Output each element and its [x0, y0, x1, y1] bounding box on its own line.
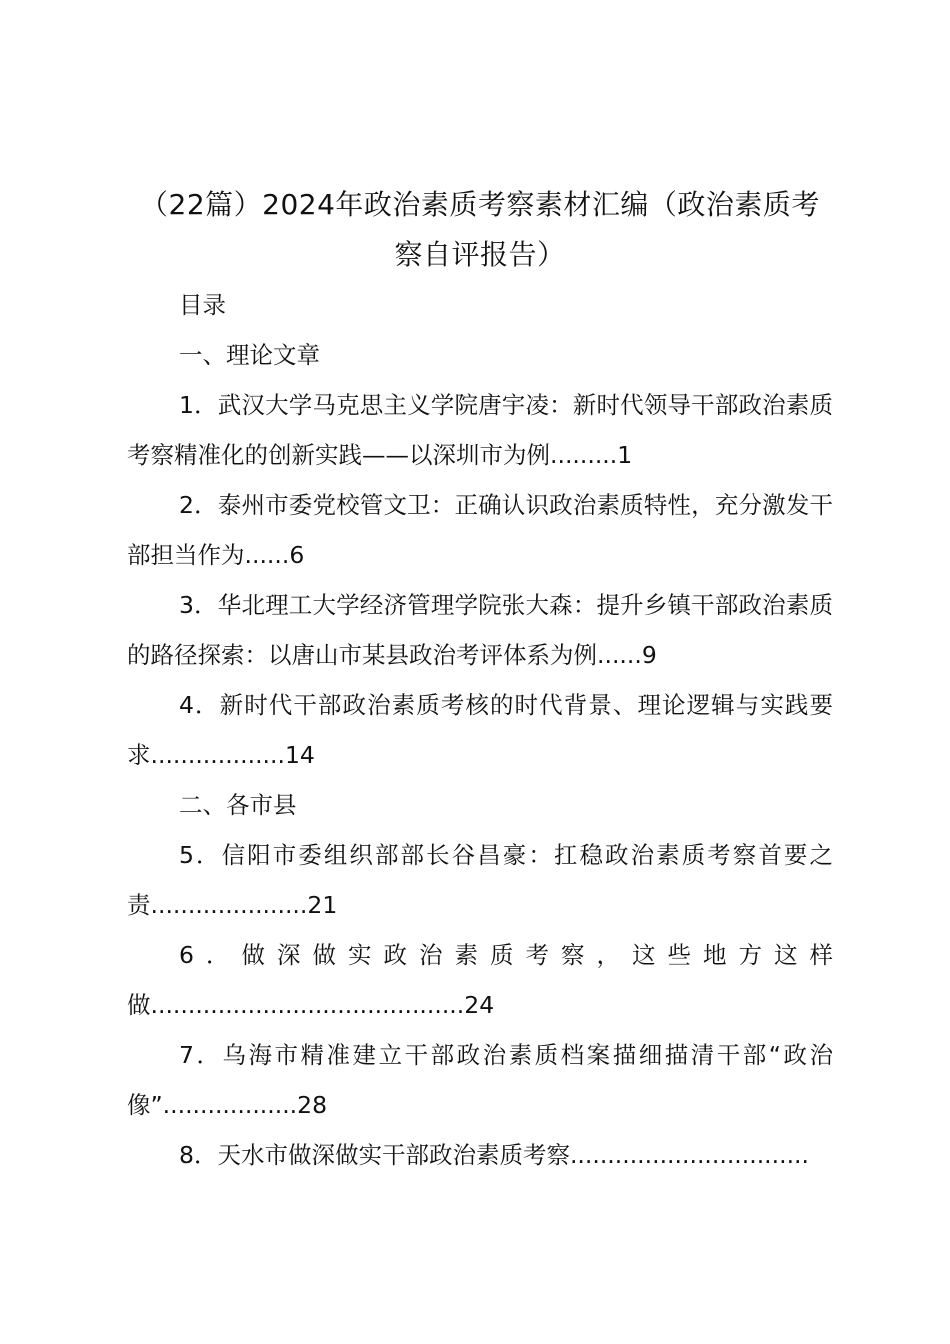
toc-item-5[interactable]: 5．信阳市委组织部部长谷昌豪：扛稳政治素质考察首要之责.....................21	[127, 841, 833, 919]
toc-item-8[interactable]: 8．天水市做深做实干部政治素质考察................................	[179, 1141, 809, 1169]
toc-label: 目录	[179, 291, 226, 319]
toc-item-6[interactable]: 6．做深做实政治素质考察，这些地方这样做..........................................24	[127, 941, 833, 1019]
document-page	[127, 180, 833, 1180]
toc-item-2[interactable]: 2．泰州市委党校管文卫：正确认识政治素质特性，充分激发干部担当作为......6	[127, 491, 833, 569]
section-heading-cities: 二、各市县	[179, 791, 297, 819]
toc-item-1[interactable]: 1．武汉大学马克思主义学院唐宇凌：新时代领导干部政治素质考察精准化的创新实践——以深圳市为例.........1	[127, 391, 833, 469]
toc-item-4[interactable]: 4．新时代干部政治素质考核的时代背景、理论逻辑与实践要求..................14	[127, 691, 833, 769]
document-title: （22篇）2024年政治素质考察素材汇编（政治素质考察自评报告）	[140, 188, 820, 271]
toc-item-7[interactable]: 7．乌海市精准建立干部政治素质档案描细描清干部“政治像”..................28	[127, 1041, 833, 1119]
toc-item-3[interactable]: 3．华北理工大学经济管理学院张大森：提升乡镇干部政治素质的路径探索：以唐山市某县政治考评体系为例......9	[127, 591, 833, 669]
section-heading-theory: 一、理论文章	[179, 341, 320, 369]
